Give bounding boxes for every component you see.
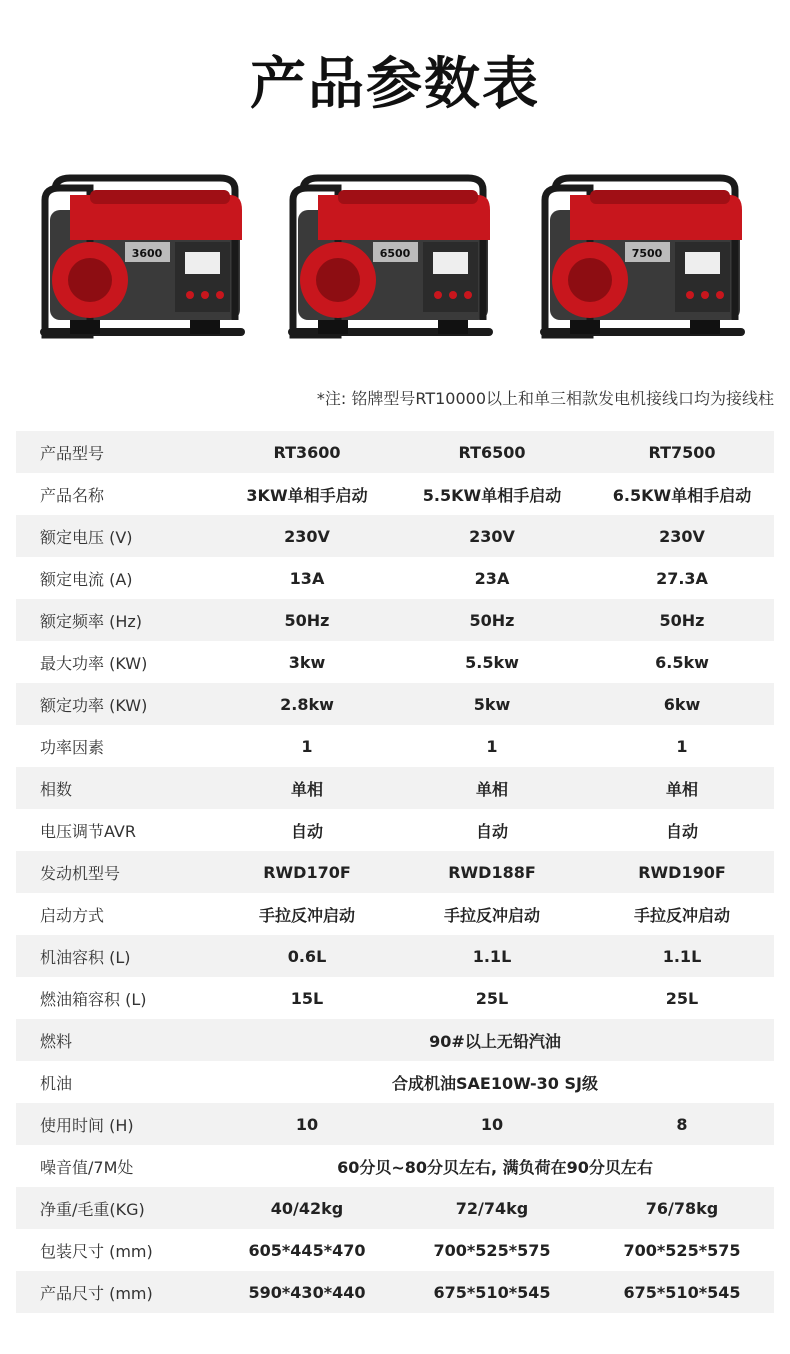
table-row [16, 1061, 774, 1103]
row-value: 1 [676, 736, 688, 756]
table-row [16, 473, 774, 515]
row-label: 产品尺寸 (mm) [40, 1283, 153, 1303]
row-label: 燃料 [40, 1031, 73, 1051]
row-value: 3kw [288, 652, 326, 672]
table-row [16, 431, 774, 473]
row-value: 6.5kw [655, 652, 709, 672]
table-row [16, 1019, 774, 1061]
row-value: RT6500 [458, 442, 526, 462]
row-value: 230V [659, 526, 705, 546]
row-label: 电压调节AVR [40, 821, 136, 841]
row-value: 27.3A [656, 568, 708, 588]
row-value: 6.5KW单相手启动 [612, 485, 752, 505]
row-value: 5.5KW单相手启动 [422, 485, 562, 505]
table-row [16, 599, 774, 641]
row-value: RT3600 [273, 442, 341, 462]
generator-picture [278, 170, 508, 350]
row-value: 10 [480, 1114, 504, 1134]
row-label: 燃油箱容积 (L) [40, 989, 147, 1009]
row-value-merged: 合成机油SAE10W-30 SJ级 [392, 1073, 598, 1093]
row-value: RWD170F [263, 862, 351, 882]
row-value: 230V [469, 526, 515, 546]
row-value: 700*525*575 [433, 1240, 551, 1260]
row-value: 手拉反冲启动 [443, 905, 540, 925]
product-images [30, 170, 770, 350]
table-row [16, 767, 774, 809]
row-value: 3KW单相手启动 [246, 485, 368, 505]
row-label: 相数 [40, 779, 73, 799]
row-label: 产品名称 [40, 485, 105, 505]
row-label: 机油容积 (L) [40, 947, 131, 967]
table-row [16, 1103, 774, 1145]
model-badge: 6500 [379, 247, 411, 260]
row-value: 50Hz [659, 610, 705, 630]
row-value: 5.5kw [465, 652, 519, 672]
table-row [16, 977, 774, 1019]
row-value: 手拉反冲启动 [258, 905, 355, 925]
row-label: 最大功率 (KW) [40, 653, 148, 673]
row-value: 自动 [290, 821, 323, 841]
row-value: RWD190F [638, 862, 726, 882]
table-row [16, 725, 774, 767]
footnote: *注: 铭牌型号RT10000以上和单三相款发电机接线口均为接线柱 [316, 389, 774, 408]
row-label: 包装尺寸 (mm) [40, 1241, 153, 1261]
row-value: 605*445*470 [248, 1240, 366, 1260]
row-value: RT7500 [648, 442, 716, 462]
row-label: 噪音值/7M处 [40, 1157, 134, 1177]
model-badge: 3600 [131, 247, 163, 260]
row-label: 启动方式 [40, 905, 105, 925]
row-value: 675*510*545 [623, 1282, 741, 1302]
row-value: 25L [475, 988, 509, 1008]
table-row [16, 1145, 774, 1187]
table-row [16, 851, 774, 893]
row-value: 25L [665, 988, 699, 1008]
row-value: 590*430*440 [248, 1282, 366, 1302]
row-label: 机油 [40, 1073, 73, 1093]
page-title: 产品参数表 [250, 52, 540, 117]
row-label: 发动机型号 [40, 863, 121, 883]
table-row [16, 683, 774, 725]
row-value: 6kw [663, 694, 701, 714]
row-value-merged: 90#以上无铅汽油 [429, 1031, 561, 1051]
row-label: 额定电流 (A) [40, 569, 133, 589]
row-value: 5kw [473, 694, 511, 714]
table-row [16, 1271, 774, 1313]
row-label: 额定功率 (KW) [40, 695, 148, 715]
row-value-merged: 60分贝~80分贝左右, 满负荷在90分贝左右 [337, 1157, 653, 1177]
row-value: 675*510*545 [433, 1282, 551, 1302]
row-value: 230V [284, 526, 330, 546]
row-value: 单相 [665, 779, 698, 799]
row-value: 手拉反冲启动 [633, 905, 730, 925]
spec-table [16, 431, 774, 1313]
row-value: 1 [486, 736, 498, 756]
row-label: 产品型号 [40, 443, 105, 463]
row-value: 1.1L [662, 946, 702, 966]
product-image-rt3600 [30, 170, 260, 350]
row-value: 2.8kw [280, 694, 334, 714]
row-value: 23A [474, 568, 510, 588]
table-row [16, 557, 774, 599]
product-image-rt6500 [278, 170, 508, 350]
row-value: 1.1L [472, 946, 512, 966]
table-row [16, 935, 774, 977]
row-value: 自动 [475, 821, 508, 841]
row-value: 50Hz [469, 610, 515, 630]
row-label: 功率因素 [40, 737, 105, 757]
row-value: 单相 [290, 779, 323, 799]
row-value: 76/78kg [645, 1198, 719, 1218]
row-value: 72/74kg [455, 1198, 529, 1218]
generator-picture [30, 170, 260, 350]
row-value: 50Hz [284, 610, 330, 630]
row-value: 自动 [665, 821, 698, 841]
row-value: 40/42kg [270, 1198, 344, 1218]
row-value: 单相 [475, 779, 508, 799]
row-label: 净重/毛重(KG) [40, 1199, 145, 1219]
row-label: 额定电压 (V) [40, 527, 133, 547]
table-row [16, 641, 774, 683]
row-value: 15L [290, 988, 324, 1008]
generator-picture [530, 170, 760, 350]
table-row [16, 515, 774, 557]
row-value: 13A [289, 568, 325, 588]
model-badge: 7500 [631, 247, 663, 260]
row-value: 700*525*575 [623, 1240, 741, 1260]
row-value: 8 [676, 1114, 688, 1134]
product-image-rt7500 [530, 170, 760, 350]
table-row [16, 809, 774, 851]
table-row [16, 1229, 774, 1271]
row-label: 额定频率 (Hz) [40, 611, 143, 631]
row-value: 0.6L [287, 946, 327, 966]
table-row [16, 1187, 774, 1229]
table-row [16, 893, 774, 935]
row-value: RWD188F [448, 862, 536, 882]
row-value: 10 [295, 1114, 319, 1134]
row-value: 1 [301, 736, 313, 756]
row-label: 使用时间 (H) [40, 1115, 134, 1135]
